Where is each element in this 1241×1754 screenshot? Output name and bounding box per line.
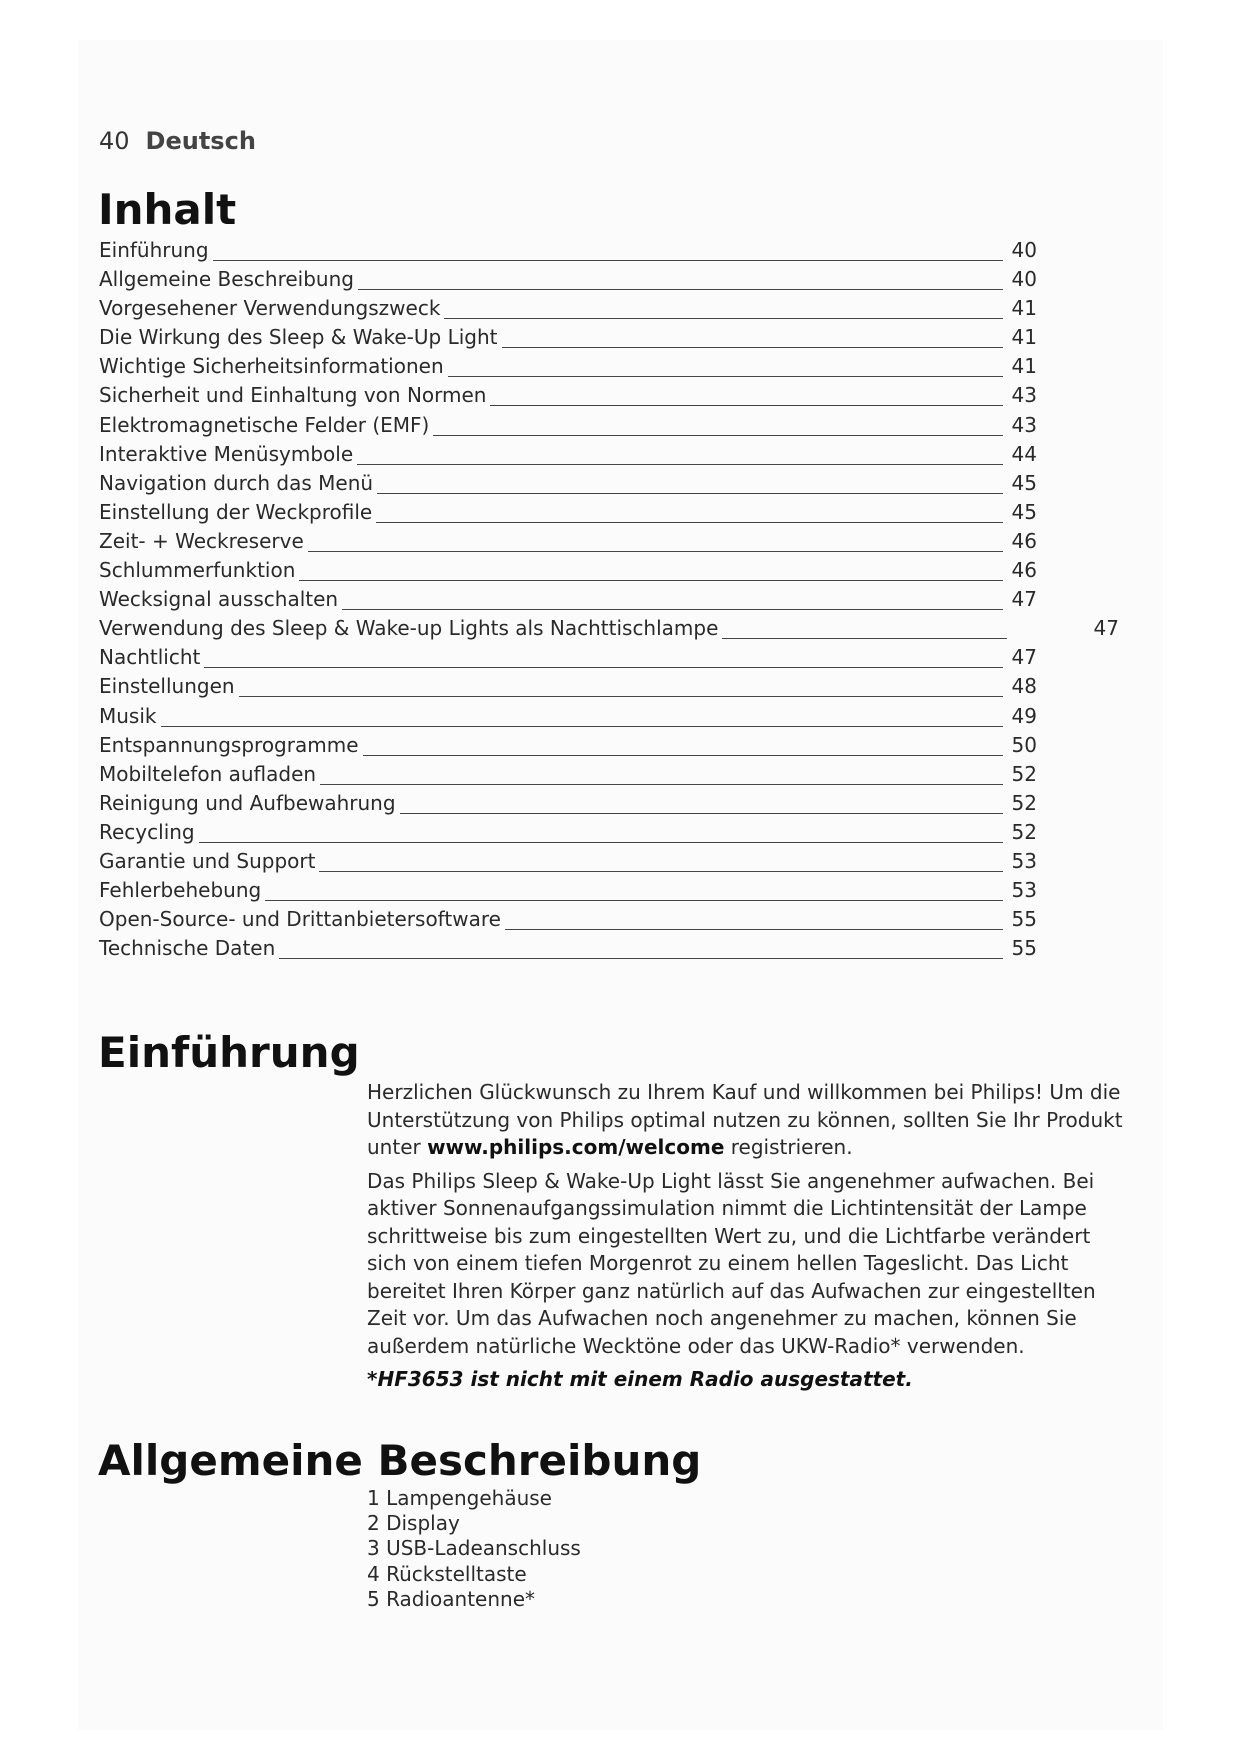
toc-entry-label: Sicherheit und Einhaltung von Normen <box>99 383 487 408</box>
toc-entry-page: 50 <box>1011 732 1037 757</box>
part-item: 4 Rückstelltaste <box>367 1561 527 1586</box>
toc-entry-page: 49 <box>1011 703 1037 728</box>
toc-leader-line <box>722 638 1007 639</box>
toc-leader-line <box>213 260 1003 261</box>
toc-leader-line <box>505 929 1003 930</box>
philips-welcome-link[interactable]: www.philips.com/welcome <box>427 1135 725 1159</box>
toc-entry-label: Technische Daten <box>99 936 276 961</box>
toc-entry-label: Garantie und Support <box>99 848 316 873</box>
toc-entry-page: 41 <box>1011 296 1037 321</box>
toc-entry-page: 40 <box>1011 238 1037 262</box>
toc-entry[interactable] <box>99 383 1119 412</box>
introduction-text: Herzlichen Glückwunsch zu Ihrem Kauf und willkommen bei Philips! Um die Unterstützung von Philips optimal nutzen zu können, sollten Sie Ihr Produkt unter <box>367 1080 1123 1159</box>
toc-entry-label: Zeit- + Weckreserve <box>99 528 304 553</box>
toc-leader-line <box>377 493 1003 494</box>
toc-entry-page: 45 <box>1011 470 1037 495</box>
toc-entry[interactable] <box>99 471 1119 500</box>
toc-entry[interactable] <box>99 267 1119 296</box>
toc-leader-line <box>299 580 1003 581</box>
introduction-body <box>367 1079 1127 1400</box>
toc-leader-line <box>239 696 1003 697</box>
page-number: 40 <box>99 127 130 155</box>
toc-leader-line <box>490 405 1003 406</box>
language-label: Deutsch <box>145 127 256 155</box>
toc-entry-page: 41 <box>1011 325 1037 350</box>
radio-footnote: *HF3653 ist nicht mit einem Radio ausgestattet. <box>367 1367 913 1391</box>
toc-entry-label: Einführung <box>99 238 209 262</box>
toc-entry-page: 45 <box>1011 499 1037 524</box>
toc-entry-page: 46 <box>1011 528 1037 553</box>
toc-entry-page: 52 <box>1011 761 1037 786</box>
toc-entry-page: 41 <box>1011 354 1037 379</box>
introduction-paragraph <box>367 1079 1127 1162</box>
toc-entry[interactable] <box>99 733 1119 762</box>
toc-entry-page: 48 <box>1011 674 1037 699</box>
toc-leader-line <box>308 551 1003 552</box>
introduction-title: Einführung <box>98 1028 360 1077</box>
toc-entry-page: 55 <box>1011 907 1037 932</box>
toc-entry[interactable] <box>99 849 1119 878</box>
toc-entry-label: Schlummerfunktion <box>99 558 296 583</box>
toc-entry-label: Fehlerbehebung <box>99 878 262 903</box>
toc-leader-line <box>357 464 1003 465</box>
toc-title: Inhalt <box>98 185 237 234</box>
part-item: 3 USB-Ladeanschluss <box>367 1536 581 1561</box>
toc-entry[interactable] <box>99 354 1119 383</box>
toc-entry-page: 53 <box>1011 848 1037 873</box>
toc-leader-line <box>502 347 1004 348</box>
toc-entry-label: Wichtige Sicherheitsinformationen <box>99 354 444 379</box>
toc-entry-label: Entspannungsprogramme <box>99 732 359 757</box>
toc-entry-label: Mobiltelefon aufladen <box>99 761 317 786</box>
toc-entry-page: 52 <box>1011 819 1037 844</box>
toc-entry-label: Interaktive Menüsymbole <box>99 441 354 466</box>
toc-entry[interactable] <box>99 616 1119 645</box>
toc-entry[interactable] <box>99 936 1119 965</box>
toc-entry[interactable] <box>99 791 1119 820</box>
toc-entry-label: Elektromagnetische Felder (EMF) <box>99 412 430 437</box>
toc-entry[interactable] <box>99 704 1119 733</box>
toc-leader-line <box>319 871 1003 872</box>
toc-entry[interactable] <box>99 878 1119 907</box>
toc-leader-line <box>342 609 1003 610</box>
toc-leader-line <box>265 900 1003 901</box>
table-of-contents <box>99 238 1119 965</box>
toc-leader-line <box>279 958 1003 959</box>
toc-entry[interactable] <box>99 762 1119 791</box>
toc-entry[interactable] <box>99 529 1119 558</box>
toc-entry[interactable] <box>99 442 1119 471</box>
toc-entry[interactable] <box>99 558 1119 587</box>
toc-entry-label: Musik <box>99 703 157 728</box>
toc-entry-page: 44 <box>1011 441 1037 466</box>
toc-entry-label: Recycling <box>99 819 195 844</box>
part-item: 5 Radioantenne* <box>367 1586 536 1611</box>
parts-list <box>367 1486 581 1612</box>
toc-entry-page: 43 <box>1011 412 1037 437</box>
toc-leader-line <box>161 726 1004 727</box>
toc-entry[interactable] <box>99 587 1119 616</box>
page-header <box>99 124 256 158</box>
toc-entry-page: 40 <box>1011 267 1037 292</box>
toc-entry-page: 53 <box>1011 878 1037 903</box>
toc-entry[interactable] <box>99 500 1119 529</box>
toc-entry-label: Navigation durch das Menü <box>99 470 374 495</box>
toc-entry-label: Open-Source- und Drittanbietersoftware <box>99 907 501 932</box>
toc-leader-line <box>433 435 1003 436</box>
toc-leader-line <box>400 813 1003 814</box>
toc-entry[interactable] <box>99 296 1119 325</box>
toc-entry-label: Einstellung der Weckprofile <box>99 499 373 524</box>
toc-entry-page: 55 <box>1011 936 1037 961</box>
general-description-title: Allgemeine Beschreibung <box>98 1436 702 1485</box>
part-item: 2 Display <box>367 1511 460 1536</box>
toc-entry-label: Verwendung des Sleep & Wake-up Lights als Nachttischlampe <box>99 616 719 641</box>
toc-entry-page: 46 <box>1011 558 1037 583</box>
toc-entry-label: Einstellungen <box>99 674 235 699</box>
toc-entry-page: 47 <box>1093 616 1119 641</box>
toc-entry-page: 47 <box>1011 587 1037 612</box>
toc-entry-label: Nachtlicht <box>99 645 201 670</box>
toc-entry[interactable] <box>99 907 1119 936</box>
toc-leader-line <box>204 667 1003 668</box>
introduction-paragraph-2: Das Philips Sleep & Wake-Up Light lässt Sie angenehmer aufwachen. Bei aktiver Sonnenaufgangssimulation nimmt die Lichtintensität der Lampe schrittweise bis zum eingestellten Wert zu, und die Lichtfarbe verändert sich von einem tiefen Morgenrot zu einem hellen Tageslicht. Das Licht bereitet Ihren Körper ganz natürlich auf das Aufwachen zur eingestellten Zeit vor. Um das Aufwachen noch angenehmer zu machen, können Sie außerdem natürliche Wecktöne oder das UKW-Radio* verwenden. <box>367 1168 1096 1358</box>
toc-leader-line <box>444 318 1003 319</box>
toc-leader-line <box>363 755 1003 756</box>
toc-entry-label: Wecksignal ausschalten <box>99 587 339 612</box>
toc-leader-line <box>320 784 1003 785</box>
toc-entry-page: 52 <box>1011 790 1037 815</box>
introduction-text-end: registrieren. <box>724 1135 853 1159</box>
toc-entry-label: Reinigung und Aufbewahrung <box>99 790 396 815</box>
toc-entry[interactable] <box>99 674 1119 703</box>
toc-leader-line <box>376 522 1003 523</box>
toc-leader-line <box>358 289 1003 290</box>
toc-entry-page: 43 <box>1011 383 1037 408</box>
part-item: 1 Lampengehäuse <box>367 1486 552 1510</box>
toc-entry[interactable] <box>99 238 1119 267</box>
toc-entry[interactable] <box>99 413 1119 442</box>
toc-entry-page: 47 <box>1011 645 1037 670</box>
toc-leader-line <box>199 842 1003 843</box>
toc-entry-label: Vorgesehener Verwendungszweck <box>99 296 441 321</box>
toc-entry[interactable] <box>99 820 1119 849</box>
toc-entry[interactable] <box>99 645 1119 674</box>
toc-entry[interactable] <box>99 325 1119 354</box>
toc-leader-line <box>448 376 1003 377</box>
toc-entry-label: Die Wirkung des Sleep & Wake-Up Light <box>99 325 498 350</box>
toc-entry-label: Allgemeine Beschreibung <box>99 267 354 292</box>
